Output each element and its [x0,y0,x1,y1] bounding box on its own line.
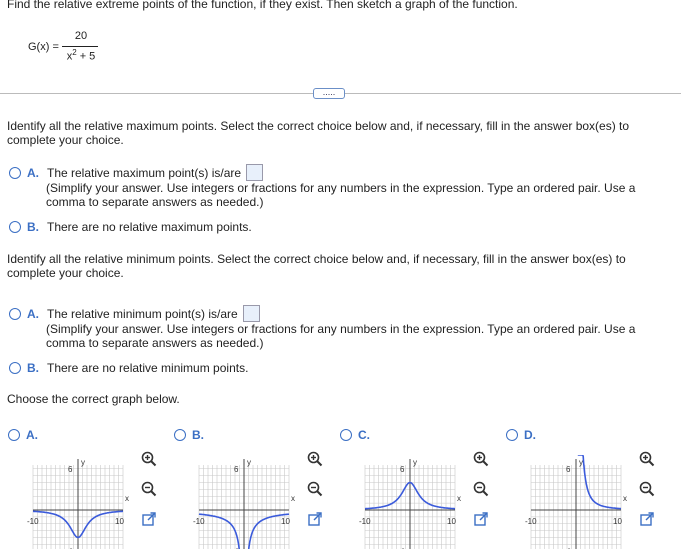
x-min-label: -10 [27,517,39,526]
zoom-out-icon[interactable] [141,481,159,499]
x-max-label: 10 [281,517,290,526]
min-answer-box[interactable] [243,305,260,322]
x-max-label: 10 [115,517,124,526]
function-denominator [62,48,100,63]
y-axis-label: y [579,458,583,467]
graph-curve [578,455,621,509]
min-option-a-letter: A. [27,307,39,321]
graph-option-a[interactable] [8,428,46,442]
graph-option-radio[interactable] [8,429,20,441]
min-option-a[interactable] [9,305,260,322]
graph-option-d[interactable] [506,428,544,442]
x-max-label: 10 [613,517,622,526]
expand-graph-icon[interactable] [639,511,657,529]
expand-graph-icon[interactable] [307,511,325,529]
zoom-in-icon[interactable] [473,451,491,469]
min-option-b-radio[interactable] [9,362,21,374]
x-axis-label: x [623,494,627,503]
max-option-a[interactable] [9,164,263,181]
x-axis-label: x [125,494,129,503]
max-option-a-hint: (Simplify your answer. Use integers or fractions for any numbers in the expression. Type an ordered pair. Use a comma to separate answers as needed.) [46,181,636,209]
x-min-label: -10 [359,517,371,526]
question-title: Find the relative extreme points of the function, if they exist. Then sketch a graph of the function. [7,0,518,11]
graph-plot-c [335,455,465,549]
function-numerator: 20 [74,30,88,42]
graph-option-letter: C. [358,428,370,442]
expand-graph-icon[interactable] [473,511,491,529]
min-option-b-text: There are no relative minimum points. [47,361,249,375]
x-min-label: -10 [193,517,205,526]
y-axis-label: y [247,458,251,467]
x-axis-label: x [291,494,295,503]
zoom-out-icon[interactable] [639,481,657,499]
zoom-out-icon[interactable] [473,481,491,499]
graph-option-b[interactable] [174,428,212,442]
graph-plot-b [169,455,299,549]
zoom-in-icon[interactable] [141,451,159,469]
min-option-b-letter: B. [27,361,39,375]
graph-option-letter: D. [524,428,536,442]
min-option-a-text: The relative minimum point(s) is/are [47,307,238,321]
graph-option-radio[interactable] [174,429,186,441]
zoom-in-icon[interactable] [639,451,657,469]
graph-plot-a [3,455,133,549]
expand-graph-icon[interactable] [141,511,159,529]
denominator-exponent: 2 [72,48,77,57]
max-option-b-radio[interactable] [9,221,21,233]
graph-option-radio[interactable] [506,429,518,441]
min-option-a-radio[interactable] [9,308,21,320]
max-option-a-text: The relative maximum point(s) is/are [47,166,242,180]
min-option-a-hint: (Simplify your answer. Use integers or fractions for any numbers in the expression. Type an ordered pair. Use a comma to separate answers as needed.) [46,322,636,350]
y-max-label: 6 [68,464,73,474]
graph-plot-d [501,455,631,549]
expand-more-button[interactable]: ..... [313,88,345,99]
zoom-out-icon[interactable] [307,481,325,499]
min-instruction: Identify all the relative minimum points. Select the correct choice below and, if necessary, fill in the answer box(es) to complete your choice. [7,252,626,280]
max-option-a-letter: A. [27,166,39,180]
max-option-b-letter: B. [27,220,39,234]
y-max-label: 6 [566,464,571,474]
denominator-base: x [66,50,73,63]
y-axis-label: y [413,458,417,467]
max-answer-box[interactable] [246,164,263,181]
x-max-label: 10 [447,517,456,526]
graph-instruction: Choose the correct graph below. [7,392,180,406]
x-min-label: -10 [525,517,537,526]
y-max-label: 6 [234,464,239,474]
max-option-b-text: There are no relative maximum points. [47,220,252,234]
max-option-a-radio[interactable] [9,167,21,179]
y-max-label: 6 [400,464,405,474]
function-fraction [62,30,100,63]
graph-option-c[interactable] [340,428,378,442]
zoom-in-icon[interactable] [307,451,325,469]
x-axis-label: x [457,494,461,503]
graph-option-letter: A. [26,428,38,442]
min-option-b[interactable] [9,361,248,375]
function-label: G(x) = [28,41,59,53]
fraction-bar [62,46,98,47]
graph-option-radio[interactable] [340,429,352,441]
y-axis-label: y [81,458,85,467]
max-instruction: Identify all the relative maximum points. Select the correct choice below and, if necessary, fill in the answer box(es) to complete your choice. [7,119,630,147]
denominator-rest: + 5 [79,50,96,63]
graph-option-letter: B. [192,428,204,442]
max-option-b[interactable] [9,220,252,234]
